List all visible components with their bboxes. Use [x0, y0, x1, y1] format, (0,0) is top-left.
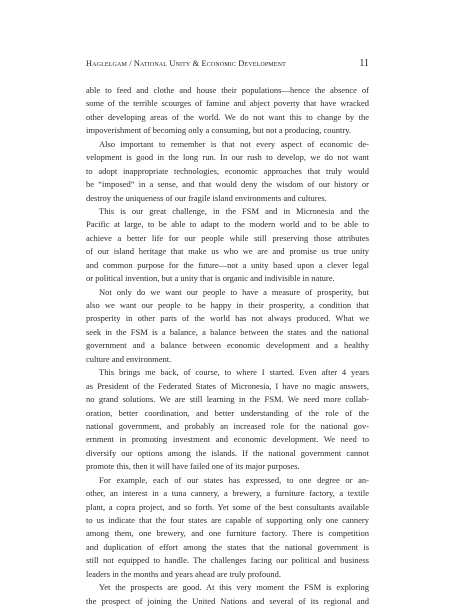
text-line: still not equipped to handle. The challenges facing our political and business	[86, 555, 369, 566]
text-line: diversify our options among the islands. If the national government cannot	[86, 447, 369, 458]
text-line: Also important to remember is that not every aspect of economic de-	[99, 138, 369, 149]
text-line: plant, a copra project, and so forth. Yet some of the best consultants available	[86, 501, 369, 512]
text-line: as President of the Federated States of Micronesia, I have no magic answers,	[86, 380, 369, 391]
text-line: be “imposed” in a sense, and that would deny the wisdom of our history or	[86, 179, 369, 190]
paragraph	[86, 366, 369, 474]
text-line: ernment in promoting investment and economic development. We need to	[86, 434, 369, 445]
paragraph	[86, 581, 369, 608]
paragraph	[86, 84, 369, 138]
text-line: Yet the prospects are good. At this very moment the FSM is exploring	[99, 582, 369, 593]
paragraph	[86, 205, 369, 286]
text-line: impoverishment of becoming only a consuming, but not a producing, country.	[86, 125, 352, 136]
paragraph	[86, 474, 369, 582]
text-line: the prospect of joining the United Nations and several of its regional and	[86, 595, 369, 606]
text-line: For example, each of our states has expressed, to one degree or an-	[99, 474, 369, 485]
text-line: destroy the uniqueness of our fragile island environments and cultures.	[86, 192, 327, 203]
text-line: This is our great challenge, in the FSM and in Micronesia and the	[99, 205, 369, 216]
text-line: of our island heritage that make us who we are and promise us true unity	[86, 246, 369, 257]
running-head	[86, 59, 369, 73]
text-line: promote this, then it will have failed one of its major purposes.	[86, 461, 300, 472]
text-line: or political invention, but a unity that is organic and indivisible in nature.	[86, 273, 335, 284]
text-line: able to feed and clothe and house their populations—hence the absence of	[86, 85, 369, 95]
text-line: no grand solutions. We are still learning in the FSM. We need more collab-	[86, 394, 369, 405]
text-line: to us indicate that the four states are capable of supporting only one cannery	[86, 515, 369, 525]
text-line: also we want our people to be happy in their prosperity, a condition that	[86, 300, 369, 310]
text-line: culture and environment.	[86, 353, 172, 364]
text-line: oration, better coordination, and better understanding of the role of the	[86, 407, 369, 418]
text-line: some of the terrible scourges of famine and abject poverty that have wracked	[86, 98, 369, 109]
text-line: and duplication of effort among the states that the national government is	[86, 541, 369, 552]
text-line: velopment is good in the long run. In our rush to develop, we do not want	[86, 152, 369, 163]
text-line: seek in the FSM is a balance, a balance between the states and the national	[86, 326, 369, 337]
text-line: to adopt inappropriate technologies, economic approaches that truly would	[86, 165, 369, 176]
page-number: 11	[359, 58, 369, 69]
paragraph	[86, 286, 369, 367]
text-line: other developing areas of the world. We do not want this to change by the	[86, 111, 369, 122]
text-line: prosperity in other parts of the world has not always produced. What we	[86, 313, 369, 324]
text-line: and common purpose for the future—not a unity based upon a clever legal	[86, 259, 369, 270]
paragraph	[86, 138, 369, 205]
body-text	[86, 84, 369, 608]
text-line: This brings me back, of course, to where I started. Even after 4 years	[99, 367, 369, 378]
text-line: government and a balance between economic development and a healthy	[86, 340, 369, 351]
text-line: achieve a better life for our people while still preserving those attributes	[86, 232, 369, 243]
text-line: Pacific at large, to be able to adapt to the modern world and to be able to	[86, 219, 369, 230]
text-line: leaders in the months and years ahead are truly profound.	[86, 568, 281, 579]
text-line: among them, one brewery, and one furniture factory. There is competition	[86, 528, 369, 539]
text-line: national government, and probably an increased role for the national gov-	[86, 420, 369, 431]
text-line: other, an interest in a tuna cannery, a brewery, a furniture factory, a textile	[86, 488, 369, 499]
text-line: Not only do we want our people to have a measure of prosperity, but	[99, 286, 369, 297]
running-title: Haglelgam / National Unity & Economic Development	[86, 59, 286, 68]
